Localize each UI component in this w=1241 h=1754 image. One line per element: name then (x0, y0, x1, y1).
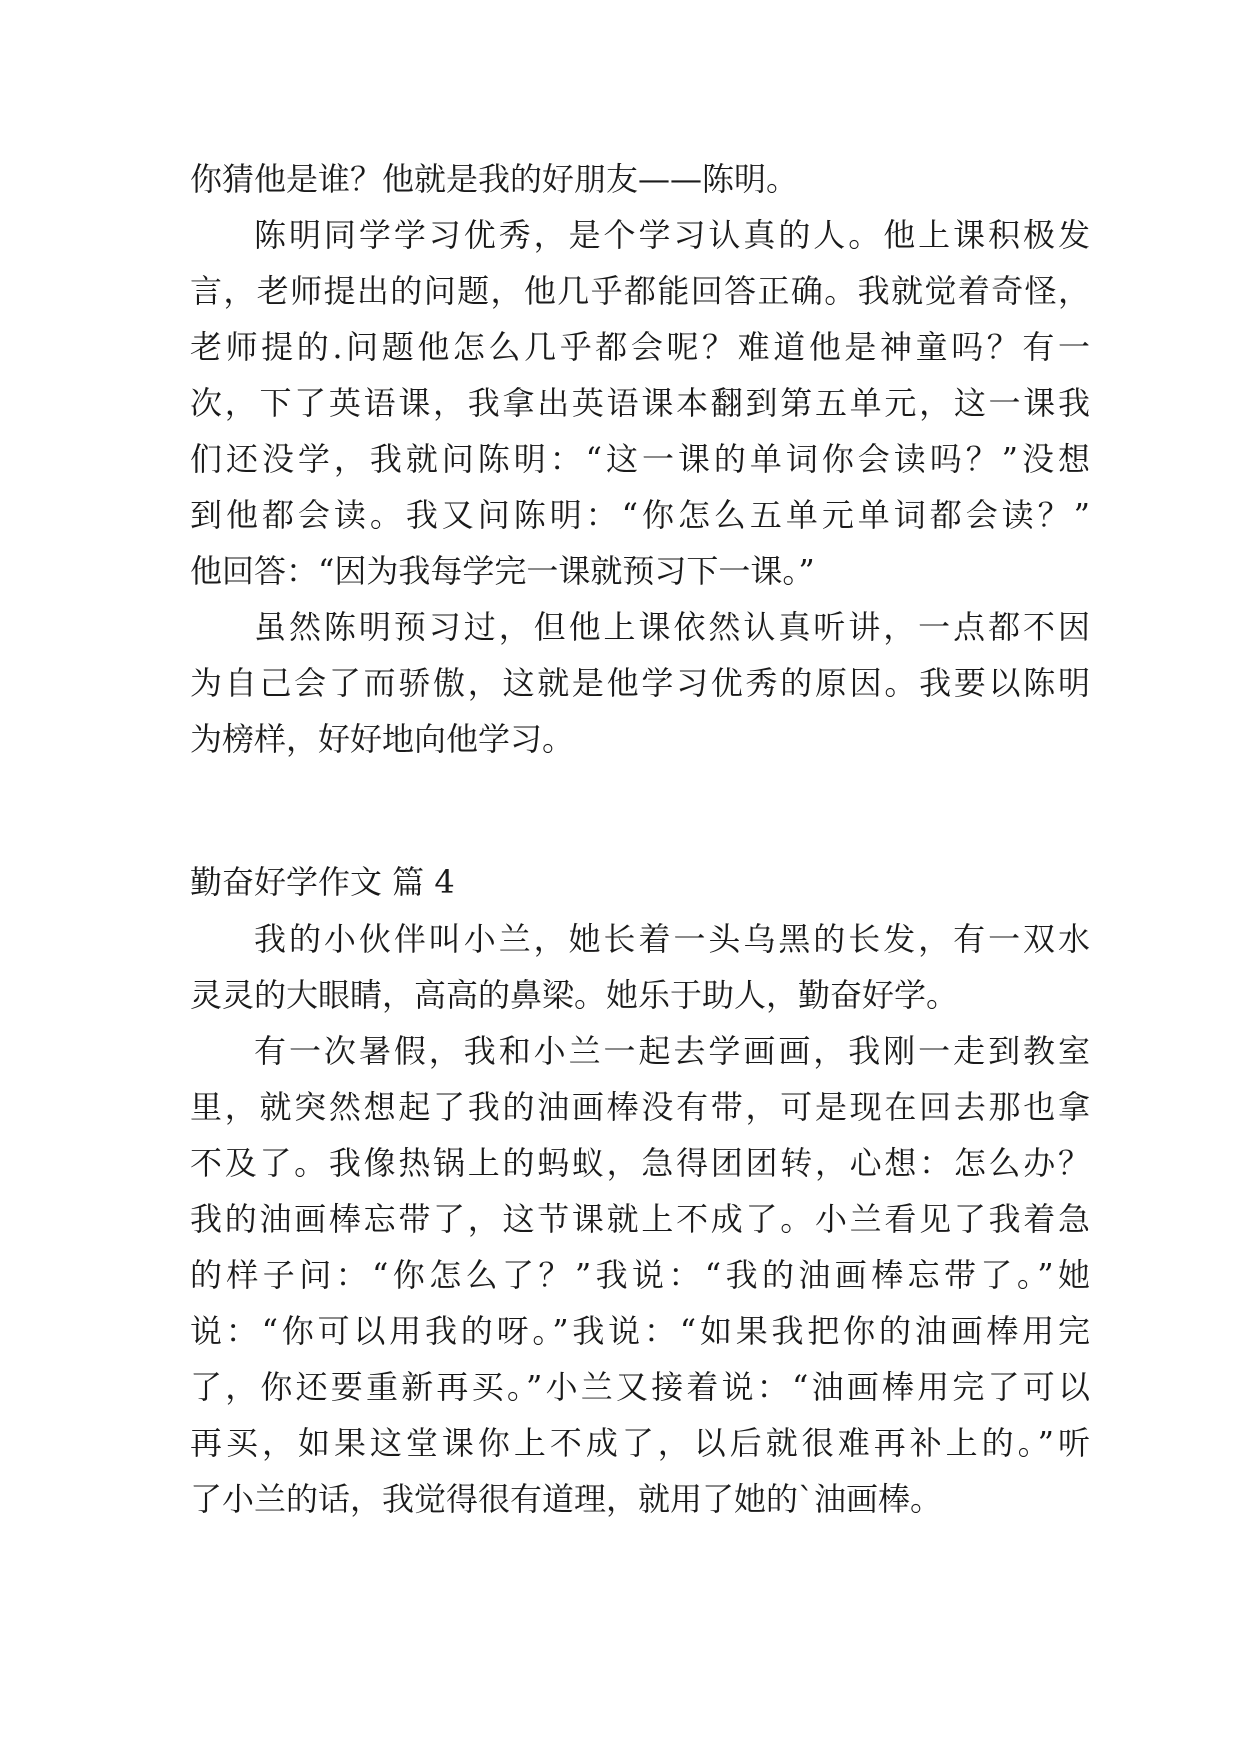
paragraph-line: 说：“你可以用我的呀。”我说：“如果我把你的油画棒用完 (190, 1312, 1090, 1350)
paragraph-line: 不及了。我像热锅上的蚂蚁，急得团团转，心想：怎么办？ (190, 1144, 1090, 1182)
paragraph-line: 我的油画棒忘带了，这节课就上不成了。小兰看见了我着急 (190, 1200, 1090, 1238)
paragraph-line: 的样子问：“你怎么了？”我说：“我的油画棒忘带了。”她 (190, 1256, 1090, 1294)
paragraph-line: 们还没学，我就问陈明：“这一课的单词你会读吗？”没想 (190, 440, 1090, 478)
paragraph-line: 有一次暑假，我和小兰一起去学画画，我刚一走到教室 (254, 1032, 1090, 1070)
paragraph-line: 到他都会读。我又问陈明：“你怎么五单元单词都会读？” (190, 496, 1090, 534)
paragraph-line: 为自己会了而骄傲，这就是他学习优秀的原因。我要以陈明 (190, 664, 1090, 702)
paragraph-line: 了，你还要重新再买。”小兰又接着说：“油画棒用完了可以 (190, 1368, 1090, 1406)
paragraph-line: 我的小伙伴叫小兰，她长着一头乌黑的长发，有一双水 (254, 920, 1090, 958)
paragraph-line: 老师提的.问题他怎么几乎都会呢？难道他是神童吗？有一 (190, 328, 1090, 366)
paragraph-line: 再买，如果这堂课你上不成了，以后就很难再补上的。”听 (190, 1424, 1090, 1462)
section-heading: 勤奋好学作文 篇 4 (190, 863, 455, 901)
paragraph-line: 为榜样，好好地向他学习。 (190, 720, 575, 758)
paragraph-line: 陈明同学学习优秀，是个学习认真的人。他上课积极发 (254, 216, 1090, 254)
paragraph-line: 里，就突然想起了我的油画棒没有带，可是现在回去那也拿 (190, 1088, 1090, 1126)
paragraph-line: 言，老师提出的问题，他几乎都能回答正确。我就觉着奇怪， (190, 272, 1090, 310)
paragraph-line: 了小兰的话，我觉得很有道理，就用了她的`油画棒。 (190, 1480, 943, 1518)
paragraph-line: 虽然陈明预习过，但他上课依然认真听讲，一点都不因 (254, 608, 1090, 646)
paragraph-line: 次，下了英语课，我拿出英语课本翻到第五单元，这一课我 (190, 384, 1090, 422)
paragraph-line: 灵灵的大眼睛，高高的鼻梁。她乐于助人，勤奋好学。 (190, 976, 959, 1014)
paragraph-line: 他回答：“因为我每学完一课就预习下一课。” (190, 552, 815, 590)
paragraph-line: 你猜他是谁？他就是我的好朋友——陈明。 (190, 160, 799, 198)
